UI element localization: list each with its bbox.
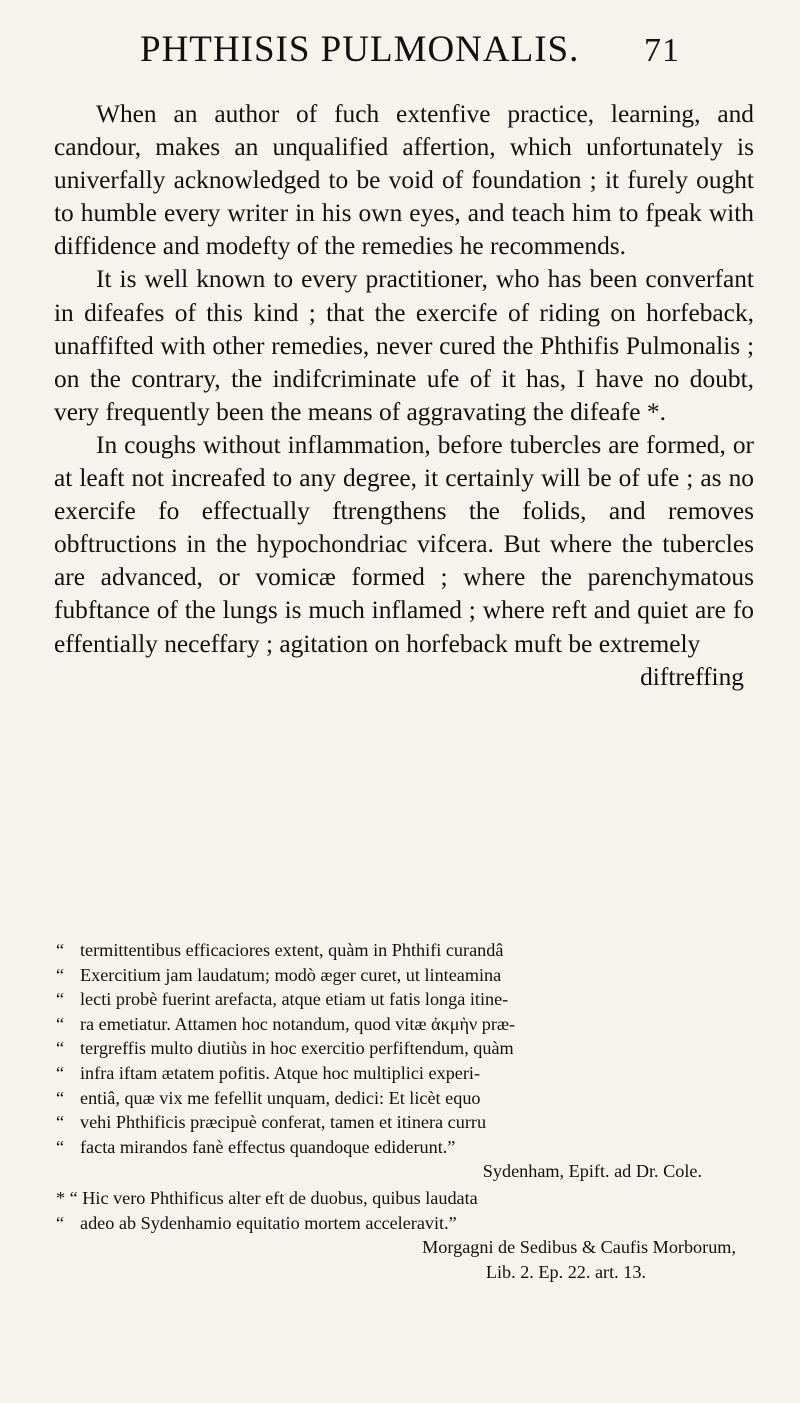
quote-mark: “ <box>56 1013 65 1034</box>
quote-line <box>56 1135 756 1160</box>
quote-mark: “ <box>56 964 65 985</box>
quote-text: Exercitium jam laudatum; modò æger curet, ut linteamina <box>80 964 502 985</box>
paragraph-3: In coughs without inflammation, before tubercles are formed, or at leaft not increafed to any degree, it certainly will be of ufe ; as no exercife fo effectually ftrengthens the folids, and removes obftructions in the hypochondriac vifcera. But where the tubercles are advanced, or vomicæ formed ; where the parenchymatous fubftance of the lungs is much inflamed ; where reft and quiet are fo effentially neceffary ; agitation on horfeback muft be extremely <box>54 430 754 658</box>
quote-mark: “ <box>56 1038 65 1059</box>
attribution-morgagni-ref: Lib. 2. Ep. 22. art. 13. <box>485 1261 646 1282</box>
footnotes <box>56 938 756 1284</box>
quote-text: entiâ, quæ vix me fefellit unquam, dedici: Et licèt equo <box>80 1087 481 1108</box>
quote-text: ra emetiatur. Attamen hoc notandum, quod vitæ ἀκμὴν præ- <box>80 1013 516 1034</box>
catchword: diftreffing <box>640 662 744 691</box>
quote-line <box>56 1086 756 1111</box>
footnote-star <box>56 1186 756 1284</box>
quote-line <box>56 1012 756 1037</box>
quote-line <box>56 1036 756 1061</box>
paragraph-2: It is well known to every practitioner, who has been converfant in difeafes of this kind ; that the exercife of riding on horfeback, unaffifted with other remedies, never cured the Phthifis Pulmonalis ; on the contrary, the indifcriminate ufe of it has, I have no doubt, very frequently been the means of aggravating the difeafe *. <box>54 265 754 426</box>
quote-mark: “ <box>56 1087 65 1108</box>
quote-line <box>56 963 756 988</box>
quote-text: infra iftam ætatem pofitis. Atque hoc multiplici experi- <box>80 1062 481 1083</box>
quote-mark: “ <box>56 1112 65 1133</box>
quote-mark: “ <box>56 989 65 1010</box>
quote-mark: “ <box>56 1062 65 1083</box>
quote-text: adeo ab Sydenhamio equitatio mortem acceleravit.” <box>80 1212 457 1233</box>
quote-mark: “ <box>56 1136 65 1157</box>
quote-mark: “ <box>56 940 65 960</box>
quote-mark: “ <box>56 1212 65 1233</box>
page-number: 71 <box>644 32 680 69</box>
attribution-sydenham: Sydenham, Epift. ad Dr. Cole. <box>482 1161 702 1182</box>
footnote-star-line: * “ Hic vero Phthificus alter eft de duobus, quibus laudata <box>56 1187 478 1208</box>
running-head <box>140 28 680 71</box>
quote-text: lecti probè fuerint arefacta, atque etiam ut fatis longa itine- <box>80 989 509 1010</box>
quote-line <box>56 1110 756 1135</box>
main-text <box>54 98 754 694</box>
running-title: PHTHISIS PULMONALIS. <box>140 29 580 70</box>
quote-line <box>56 987 756 1012</box>
quote-text: termittentibus efficaciores extent, quàm in Phthifi curandâ <box>80 940 504 960</box>
attribution-morgagni: Morgagni de Sedibus & Caufis Morborum, <box>422 1237 736 1258</box>
quote-text: facta mirandos fanè effectus quandoque ediderunt.” <box>80 1136 456 1157</box>
quote-line <box>56 1211 756 1236</box>
quote-line <box>56 1061 756 1086</box>
quote-text: vehi Phthificis præcipuè conferat, tamen et itinera curru <box>80 1112 487 1133</box>
quote-line <box>56 938 756 963</box>
paragraph-1: When an author of fuch extenfive practice, learning, and candour, makes an unqualified affertion, which unfortunately is univerfally acknowledged to be void of foundation ; it furely ought to humble every writer in his own eyes, and teach him to fpeak with diffidence and modefty of the remedies he recommends. <box>54 100 754 261</box>
quote-text: tergreffis multo diutiùs in hoc exercitio perfiftendum, quàm <box>80 1038 514 1059</box>
